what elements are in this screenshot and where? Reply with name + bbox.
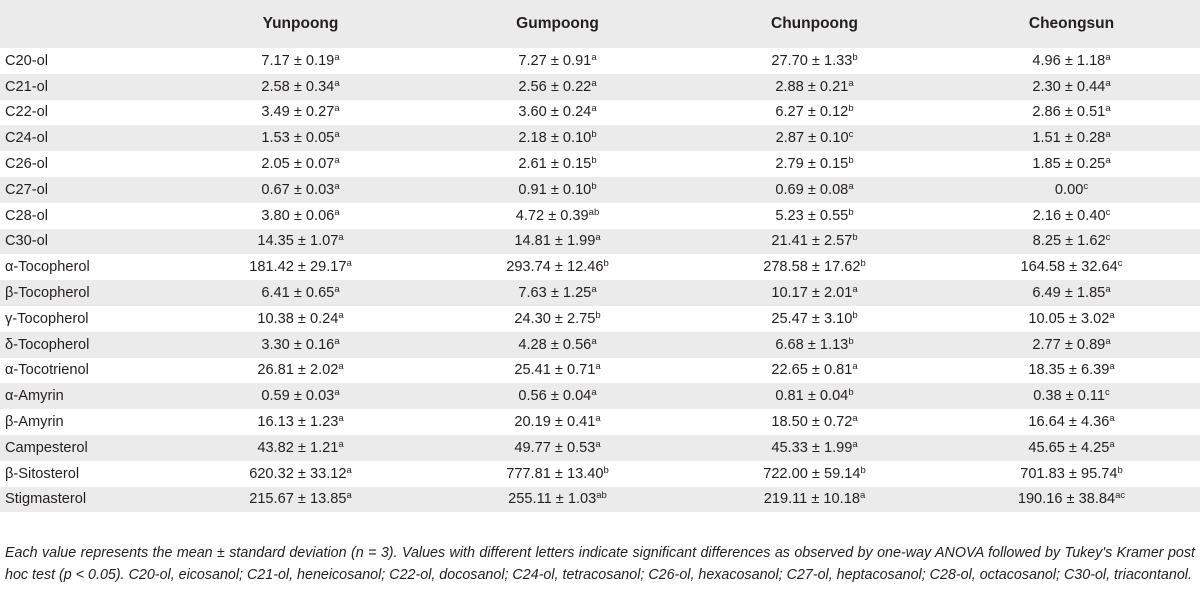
value-cell [686,229,943,255]
significance-letter: a [591,284,597,296]
mean-sd-value: 190.16 ± 38.84 [1017,491,1116,508]
compound-name: β-Tocopherol [0,280,172,306]
mean-sd-value: 1.85 ± 0.25 [1032,156,1106,173]
significance-letter: a [334,77,340,89]
value-cell [429,280,686,306]
significance-letter: a [334,387,340,399]
table-row [0,487,1200,513]
significance-letter: b [848,206,854,218]
mean-sd-value: 2.16 ± 0.40 [1032,207,1106,224]
compound-name: C24-ol [0,125,172,151]
value-cell [429,125,686,151]
mean-sd-value: 2.87 ± 0.10 [775,130,849,147]
value-cell [686,383,943,409]
significance-letter: a [1105,77,1111,89]
value-cell [429,254,686,280]
mean-sd-value: 0.81 ± 0.04 [775,388,849,405]
significance-letter: a [334,206,340,218]
significance-letter: c [1105,387,1110,399]
table-header [0,0,1200,48]
value-cell [172,461,429,487]
significance-letter: a [338,309,344,321]
value-cell [943,177,1200,203]
value-cell [686,125,943,151]
mean-sd-value: 6.49 ± 1.85 [1032,285,1106,302]
value-cell [943,203,1200,229]
mean-sd-value: 10.17 ± 2.01 [771,285,853,302]
compound-name: C26-ol [0,151,172,177]
mean-sd-value: 777.81 ± 13.40 [506,465,604,482]
mean-sd-value: 620.32 ± 33.12 [249,465,347,482]
value-cell [686,177,943,203]
significance-letter: a [334,129,340,141]
table-row [0,409,1200,435]
value-cell [172,280,429,306]
mean-sd-value: 16.64 ± 4.36 [1028,414,1110,431]
value-cell [172,383,429,409]
value-cell [686,435,943,461]
significance-letter: b [603,464,609,476]
mean-sd-value: 0.91 ± 0.10 [518,181,592,198]
significance-letter: c [1105,232,1111,244]
significance-letter: b [852,51,858,63]
table-row [0,254,1200,280]
header-cell-gumpoong: Gumpoong [429,0,686,48]
significance-letter: b [852,309,858,321]
value-cell [943,435,1200,461]
compound-name: C21-ol [0,74,172,100]
header-row [0,0,1200,48]
value-cell [943,125,1200,151]
compound-name: C22-ol [0,100,172,126]
value-cell [429,229,686,255]
mean-sd-value: 2.61 ± 0.15 [518,156,592,173]
mean-sd-value: 14.81 ± 1.99 [514,233,596,250]
mean-sd-value: 1.51 ± 0.28 [1032,130,1106,147]
table-row [0,151,1200,177]
value-cell [943,74,1200,100]
value-cell [686,487,943,513]
table-row [0,358,1200,384]
mean-sd-value: 215.67 ± 13.85 [249,491,347,508]
value-cell [943,229,1200,255]
mean-sd-value: 0.69 ± 0.08 [775,181,849,198]
mean-sd-value: 7.17 ± 0.19 [261,52,335,69]
significance-letter: a [334,180,340,192]
value-cell [172,177,429,203]
significance-letter: a [852,361,858,373]
mean-sd-value: 7.63 ± 1.25 [518,285,592,302]
table-row [0,306,1200,332]
significance-letter: a [1105,284,1111,296]
mean-sd-value: 24.30 ± 2.75 [514,310,596,327]
significance-letter: a [346,464,352,476]
table-row [0,435,1200,461]
value-cell [429,358,686,384]
value-cell [943,100,1200,126]
significance-letter: b [852,232,858,244]
significance-letter: ac [1115,490,1126,502]
significance-letter: b [591,129,597,141]
mean-sd-value: 2.05 ± 0.07 [261,156,335,173]
mean-sd-value: 2.88 ± 0.21 [775,78,849,95]
significance-letter: a [595,232,601,244]
significance-letter: a [334,103,340,115]
mean-sd-value: 49.77 ± 0.53 [514,439,596,456]
mean-sd-value: 16.13 ± 1.23 [257,414,339,431]
significance-letter: a [591,387,597,399]
significance-letter: a [852,413,858,425]
compound-name: β-Sitosterol [0,461,172,487]
mean-sd-value: 21.41 ± 2.57 [771,233,853,250]
significance-letter: b [603,258,609,270]
significance-letter: a [346,490,352,502]
value-cell [172,125,429,151]
mean-sd-value: 10.05 ± 3.02 [1028,310,1110,327]
table-row [0,74,1200,100]
compound-name: δ-Tocopherol [0,332,172,358]
header-cell-cheongsun: Cheongsun [943,0,1200,48]
mean-sd-value: 4.96 ± 1.18 [1032,52,1106,69]
mean-sd-value: 45.65 ± 4.25 [1028,439,1110,456]
value-cell [429,74,686,100]
mean-sd-value: 18.35 ± 6.39 [1028,362,1110,379]
value-cell [686,100,943,126]
value-cell [686,306,943,332]
value-cell [943,306,1200,332]
table-row [0,203,1200,229]
value-cell [172,332,429,358]
value-cell [943,254,1200,280]
significance-letter: b [860,258,866,270]
value-cell [429,383,686,409]
significance-letter: c [848,129,854,141]
value-cell [429,461,686,487]
mean-sd-value: 3.60 ± 0.24 [518,104,592,121]
significance-letter: b [591,180,597,192]
table-row [0,461,1200,487]
value-cell [943,409,1200,435]
significance-letter: a [1105,103,1111,115]
mean-sd-value: 22.65 ± 0.81 [771,362,853,379]
significance-letter: ab [596,490,607,502]
value-cell [943,151,1200,177]
compound-name: Campesterol [0,435,172,461]
mean-sd-value: 278.58 ± 17.62 [763,259,861,276]
value-cell [429,435,686,461]
mean-sd-value: 0.59 ± 0.03 [261,388,335,405]
table-row [0,177,1200,203]
value-cell [172,409,429,435]
value-cell [686,358,943,384]
significance-letter: b [1117,464,1123,476]
significance-letter: c [1083,180,1089,192]
mean-sd-value: 219.11 ± 10.18 [763,491,860,508]
value-cell [686,409,943,435]
value-cell [172,203,429,229]
value-cell [943,280,1200,306]
significance-letter: a [338,232,344,244]
significance-letter: a [1109,438,1115,450]
significance-letter: a [338,438,344,450]
value-cell [429,100,686,126]
value-cell [429,409,686,435]
table-row [0,100,1200,126]
mean-sd-value: 3.49 ± 0.27 [261,104,335,121]
significance-letter: a [1105,335,1111,347]
value-cell [172,358,429,384]
compound-name: α-Tocopherol [0,254,172,280]
mean-sd-value: 0.67 ± 0.03 [261,181,335,198]
value-cell [172,435,429,461]
mean-sd-value: 3.30 ± 0.16 [261,336,335,353]
value-cell [172,74,429,100]
mean-sd-value: 18.50 ± 0.72 [771,414,853,431]
mean-sd-value: 25.47 ± 3.10 [771,310,853,327]
significance-letter: a [848,77,854,89]
mean-sd-value: 722.00 ± 59.14 [763,465,861,482]
significance-letter: a [591,77,597,89]
significance-letter: a [346,258,352,270]
table-row [0,383,1200,409]
value-cell [943,487,1200,513]
significance-letter: a [1109,361,1115,373]
significance-letter: a [859,490,866,502]
significance-letter: a [338,361,344,373]
table-row [0,125,1200,151]
significance-letter: a [852,438,858,450]
mean-sd-value: 14.35 ± 1.07 [257,233,339,250]
compound-name: γ-Tocopherol [0,306,172,332]
significance-letter: a [1109,309,1115,321]
mean-sd-value: 2.77 ± 0.89 [1032,336,1106,353]
significance-letter: a [1109,413,1115,425]
table-row [0,280,1200,306]
value-cell [943,332,1200,358]
mean-sd-value: 0.00 [1054,181,1084,198]
compound-name: C27-ol [0,177,172,203]
mean-sd-value: 8.25 ± 1.62 [1032,233,1106,250]
significance-letter: a [1105,129,1111,141]
value-cell [686,203,943,229]
header-cell-compound [0,0,172,48]
value-cell [686,461,943,487]
mean-sd-value: 1.53 ± 0.05 [261,130,335,147]
value-cell [429,203,686,229]
table-row [0,229,1200,255]
significance-letter: a [334,284,340,296]
value-cell [686,151,943,177]
value-cell [429,151,686,177]
mean-sd-value: 6.68 ± 1.13 [775,336,849,353]
mean-sd-value: 4.72 ± 0.39 [515,207,589,224]
mean-sd-value: 25.41 ± 0.71 [514,362,596,379]
value-cell [943,48,1200,74]
table-row [0,48,1200,74]
compound-name: C28-ol [0,203,172,229]
mean-sd-value: 6.27 ± 0.12 [775,104,849,121]
value-cell [686,280,943,306]
mean-sd-value: 0.38 ± 0.11 [1033,388,1106,405]
significance-letter: b [848,155,854,167]
mean-sd-value: 164.58 ± 32.64 [1020,259,1118,276]
compound-name: C30-ol [0,229,172,255]
mean-sd-value: 5.23 ± 0.55 [775,207,849,224]
significance-letter: a [334,155,340,167]
value-cell [943,461,1200,487]
mean-sd-value: 26.81 ± 2.02 [257,362,339,379]
mean-sd-value: 0.56 ± 0.04 [518,388,592,405]
compound-name: α-Amyrin [0,383,172,409]
value-cell [686,74,943,100]
mean-sd-value: 2.58 ± 0.34 [261,78,335,95]
mean-sd-value: 293.74 ± 12.46 [506,259,604,276]
significance-letter: c [1117,258,1123,270]
mean-sd-value: 2.18 ± 0.10 [518,130,592,147]
significance-letter: c [1105,206,1111,218]
mean-sd-value: 4.28 ± 0.56 [518,336,592,353]
header-cell-yunpoong: Yunpoong [172,0,429,48]
mean-sd-value: 2.56 ± 0.22 [518,78,592,95]
mean-sd-value: 6.41 ± 0.65 [261,285,335,302]
value-cell [172,48,429,74]
table-body [0,48,1200,512]
significance-letter: a [852,284,858,296]
value-cell [429,487,686,513]
compound-name: C20-ol [0,48,172,74]
significance-letter: a [338,413,344,425]
value-cell [172,306,429,332]
value-cell [172,254,429,280]
mean-sd-value: 701.83 ± 95.74 [1020,465,1118,482]
compound-name: Stigmasterol [0,487,172,513]
value-cell [429,48,686,74]
significance-letter: b [860,464,866,476]
mean-sd-value: 10.38 ± 0.24 [257,310,339,327]
value-cell [429,332,686,358]
mean-sd-value: 27.70 ± 1.33 [771,52,853,69]
mean-sd-value: 45.33 ± 1.99 [771,439,853,456]
significance-letter: a [334,51,340,63]
mean-sd-value: 2.79 ± 0.15 [775,156,849,173]
value-cell [943,358,1200,384]
significance-letter: a [591,335,597,347]
mean-sd-value: 43.82 ± 1.21 [257,439,339,456]
value-cell [172,100,429,126]
significance-letter: a [848,180,854,192]
significance-letter: b [591,155,597,167]
mean-sd-value: 255.11 ± 1.03 [508,491,597,508]
value-cell [686,332,943,358]
value-cell [429,177,686,203]
significance-letter: a [591,51,597,63]
value-cell [172,487,429,513]
significance-letter: a [1105,51,1111,63]
mean-sd-value: 2.86 ± 0.51 [1032,104,1106,121]
value-cell [686,48,943,74]
mean-sd-value: 7.27 ± 0.91 [518,52,592,69]
significance-letter: b [848,335,854,347]
significance-letter: ab [588,206,600,218]
mean-sd-value: 3.80 ± 0.06 [261,207,335,224]
mean-sd-value: 2.30 ± 0.44 [1032,78,1106,95]
value-cell [172,229,429,255]
value-cell [686,254,943,280]
significance-letter: a [1105,155,1111,167]
compound-name: α-Tocotrienol [0,358,172,384]
mean-sd-value: 181.42 ± 29.17 [249,259,347,276]
value-cell [429,306,686,332]
significance-letter: b [595,309,601,321]
value-cell [172,151,429,177]
significance-letter: a [591,103,597,115]
compound-name: β-Amyrin [0,409,172,435]
table-footnote: Each value represents the mean ± standard deviation (n = 3). Values with different letters indicate significant differences as observed by one-way ANOVA followed by Tukey's Kramer post hoc test (p < 0.05). C20-ol, eicosanol; C21-ol, heneicosanol; C22-ol, docosanol; C24-ol, tetracosanol; C26-ol, hexacosanol; C27-ol, heptacosanol; C28-ol, octacosanol; C30-ol, triacontanol. [5,545,1195,583]
table-row [0,332,1200,358]
significance-letter: b [848,103,854,115]
mean-sd-value: 20.19 ± 0.41 [514,414,596,431]
significance-letter: a [334,335,340,347]
header-cell-chunpoong: Chunpoong [686,0,943,48]
significance-letter: a [595,438,601,450]
significance-letter: b [848,387,854,399]
significance-letter: a [595,413,601,425]
value-cell [943,383,1200,409]
significance-letter: a [595,361,601,373]
